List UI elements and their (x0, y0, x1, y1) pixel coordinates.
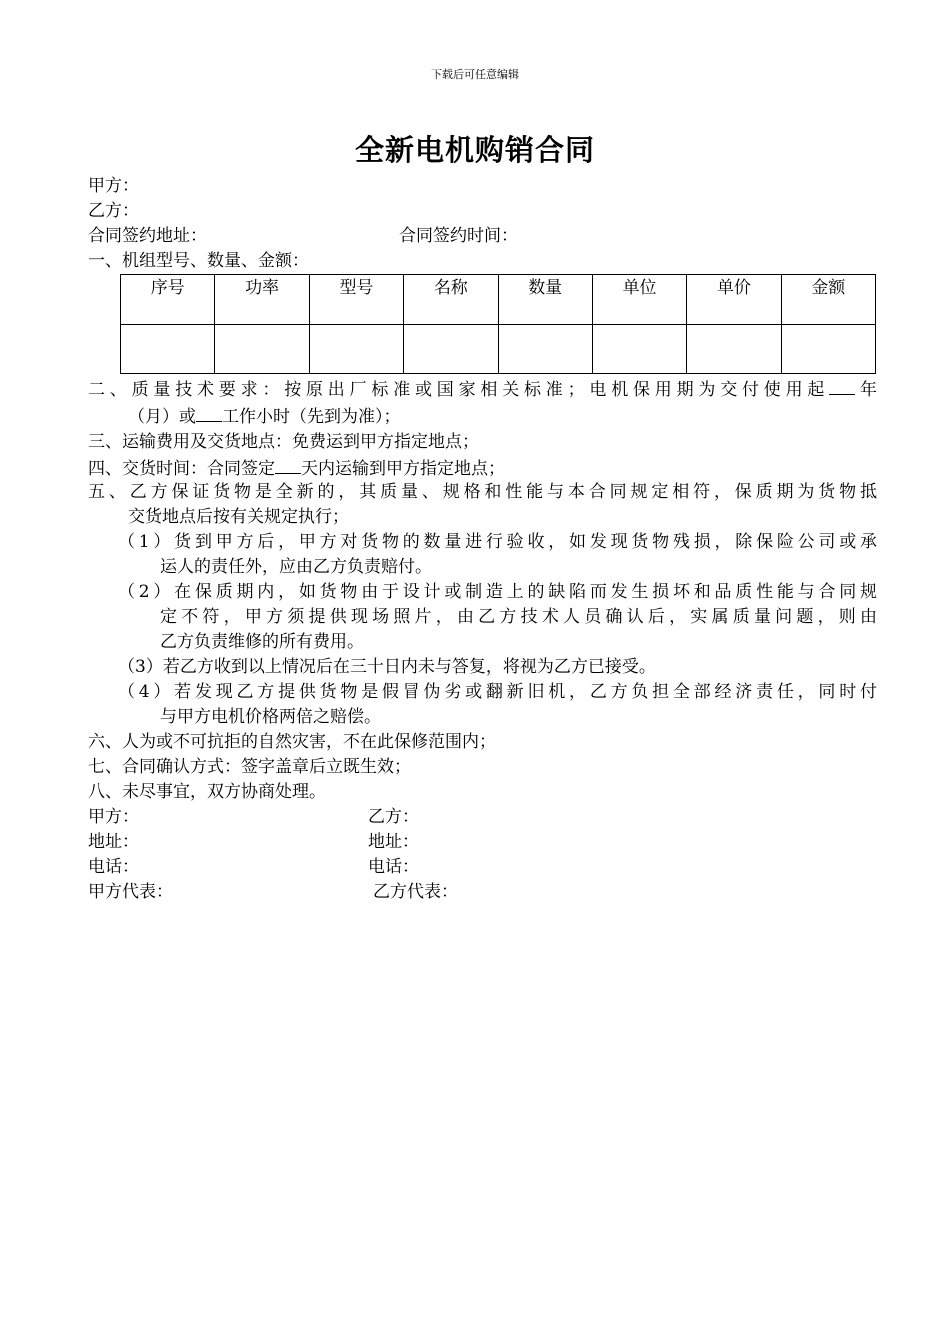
sub-clause-3-line: （3）若乙方收到以上情况后在三十日内未与答复，将视为乙方已接受。 (118, 657, 656, 677)
sign-time-label: 合同签约时间： (399, 226, 518, 246)
section-7: 七、合同确认方式：签字盖章后立既生效； (88, 757, 411, 777)
section-2-year: 年 (855, 380, 878, 400)
sign-address-b: 地址： (368, 832, 419, 852)
section-5-line-1: 五、乙方保证货物是全新的，其质量、规格和性能与本合同规定相符，保质期为货物抵 (88, 482, 877, 502)
section-2-line-1 (88, 376, 877, 403)
section-8: 八、未尽事宜，双方协商处理。 (88, 782, 326, 802)
sign-party-a: 甲方： (88, 807, 139, 827)
section-4-text: 四、交货时间：合同签定 (88, 459, 275, 479)
spec-table (120, 274, 876, 374)
party-b-line: 乙方： (88, 201, 139, 221)
section-2-text: （月）或 (128, 407, 196, 427)
table-header-cell: 金额 (781, 275, 875, 325)
section-2-text: 二、质量技术要求：按原出厂标准或国家相关标准；电机保用期为交付使用起 (88, 380, 830, 400)
table-cell (121, 325, 215, 374)
sign-phone-a: 电话： (88, 857, 139, 877)
section-5-line-2: 交货地点后按有关规定执行； (128, 507, 349, 527)
party-a-line: 甲方： (88, 176, 139, 196)
table-header-row (121, 275, 876, 325)
sub-clause-4-line-1: （4）若发现乙方提供货物是假冒伪劣或翻新旧机，乙方负担全部经济责任，同时付 (118, 682, 877, 702)
section-2-text: 工作小时（先到为准）； (222, 407, 401, 427)
sub-clause-3 (88, 655, 877, 680)
sign-phone-b: 电话： (368, 857, 419, 877)
table-cell (687, 325, 781, 374)
table-cell (215, 325, 309, 374)
sub-clause-1 (88, 530, 877, 580)
section-6: 六、人为或不可抗拒的自然灾害，不在此保修范围内； (88, 732, 496, 752)
table-cell (592, 325, 686, 374)
section-2-line-2 (88, 403, 877, 430)
sub-clause-2 (88, 580, 877, 655)
sub-clause-2-line-3: 乙方负责维修的所有费用。 (160, 632, 364, 652)
table-header-cell: 单位 (592, 275, 686, 325)
section-4 (88, 455, 877, 480)
blank-field (275, 455, 301, 474)
sub-clause-2-line-2: 定不符，甲方须提供现场照片，由乙方技术人员确认后，实属质量问题，则由 (160, 607, 877, 627)
table-header-cell: 型号 (309, 275, 403, 325)
table-header-cell: 序号 (121, 275, 215, 325)
section-3: 三、运输费用及交货地点：免费运到甲方指定地点； (88, 432, 479, 452)
sub-clause-2-line-1: （2）在保质期内，如货物由于设计或制造上的缺陷而发生损坏和品质性能与合同规 (118, 582, 877, 602)
sub-clause-1-line-2: 运人的责任外，应由乙方负责赔付。 (160, 557, 432, 577)
sign-rep-line (88, 880, 877, 905)
table-cell (781, 325, 875, 374)
section-1-heading: 一、机组型号、数量、金额： (88, 251, 309, 271)
sign-rep-b: 乙方代表： (373, 882, 458, 902)
sub-clause-4-line-2: 与甲方电机价格两倍之赔偿。 (160, 707, 381, 727)
table-cell (498, 325, 592, 374)
sub-clause-1-line-1: （1）货到甲方后，甲方对货物的数量进行验收，如发现货物残损，除保险公司或承 (118, 532, 877, 552)
section-4-text: 天内运输到甲方指定地点； (301, 459, 505, 479)
section-2 (88, 376, 877, 430)
sign-info-line (88, 224, 877, 249)
sign-rep-a: 甲方代表： (88, 882, 173, 902)
table-header-cell: 功率 (215, 275, 309, 325)
blank-field (829, 376, 855, 395)
table-header-cell: 数量 (498, 275, 592, 325)
table-header-cell: 名称 (404, 275, 498, 325)
table-header-cell: 单价 (687, 275, 781, 325)
sign-place-label: 合同签约地址： (88, 226, 207, 246)
table-cell (309, 325, 403, 374)
sign-party-line (88, 805, 877, 830)
sub-clause-4 (88, 680, 877, 730)
sign-party-b: 乙方： (368, 807, 419, 827)
contract-body (88, 174, 877, 905)
spec-table-wrap (88, 274, 877, 374)
table-cell (404, 325, 498, 374)
blank-field (196, 403, 222, 422)
header-note: 下载后可任意编辑 (431, 68, 519, 81)
table-row (121, 325, 876, 374)
document-title: 全新电机购销合同 (354, 133, 595, 167)
sign-address-line (88, 830, 877, 855)
sign-address-a: 地址： (88, 832, 139, 852)
section-5 (88, 480, 877, 530)
sign-phone-line (88, 855, 877, 880)
